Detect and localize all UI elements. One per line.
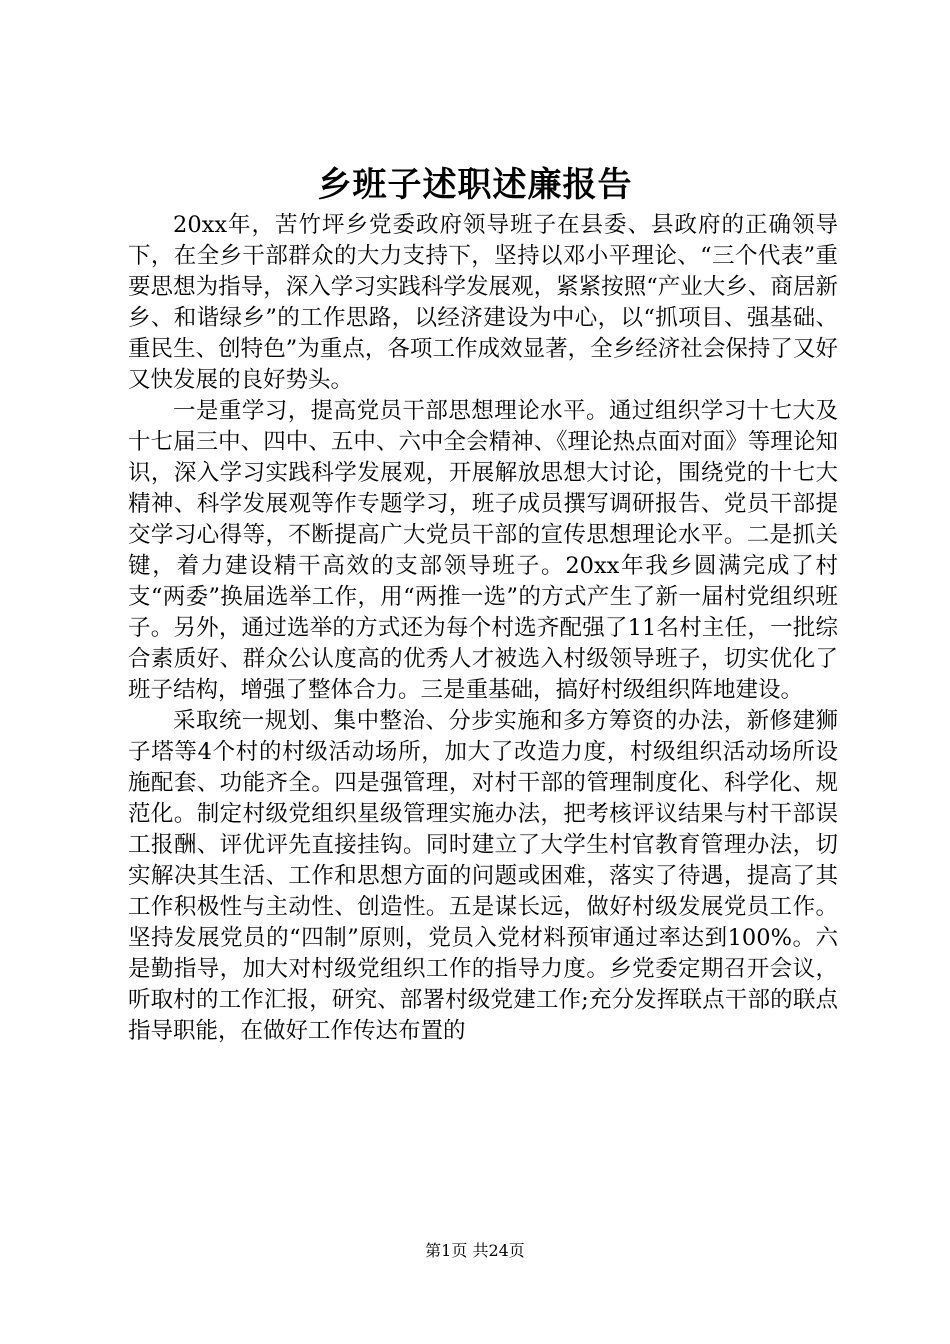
document-title: 乡班子述职述廉报告 <box>317 165 633 205</box>
document-body <box>128 210 838 1047</box>
paragraph-work-items: 一是重学习，提高党员干部思想理论水平。通过组织学习十七大及十七届三中、四中、五中、六中全会精神、《理论热点面对面》等理论知识，深入学习实践科学发展观，开展解放思想大讨论，围绕党的十七大精神、科学发展观等作专题学习，班子成员撰写调研报告、党员干部提交学习心得等，不断提高广大党员干部的宣传思想理论水平。二是抓关键，着力建设精干高效的支部领导班子。20xx年我乡圆满完成了村支“两委”换届选举工作，用“两推一选”的方式产生了新一届村党组织班子。另外，通过选举的方式还为每个村选齐配强了11名村主任，一批综合素质好、群众公认度高的优秀人才被选入村级领导班子，切实优化了班子结构，增强了整体合力。三是重基础，搞好村级组织阵地建设。 <box>128 398 838 703</box>
page-number: 第1页 共24页 <box>425 1241 525 1260</box>
paragraph-organization-building: 采取统一规划、集中整治、分步实施和多方筹资的办法，新修建狮子塔等4个村的村级活动场所，加大了改造力度，村级组织活动场所设施配套、功能齐全。四是强管理，对村干部的管理制度化、科学化、规范化。制定村级党组织星级管理实施办法，把考核评议结果与村干部误工报酬、评优评先直接挂钩。同时建立了大学生村官教育管理办法，切实解决其生活、工作和思想方面的问题或困难，落实了待遇，提高了其工作积极性与主动性、创造性。五是谋长远，做好村级发展党员工作。坚持发展党员的“四制”原则，党员入党材料预审通过率达到100%。六是勤指导，加大对村级党组织工作的指导力度。乡党委定期召开会议，听取村的工作汇报，研究、部署村级党建工作;充分发挥联点干部的联点指导职能，在做好工作传达布置的 <box>128 708 838 1044</box>
paragraph-intro: 20xx年，苦竹坪乡党委政府领导班子在县委、县政府的正确领导下，在全乡干部群众的大力支持下，坚持以邓小平理论、“三个代表”重要思想为指导，深入学习实践科学发展观，紧紧按照“产业大乡、商居新乡、和谐绿乡”的工作思路，以经济建设为中心，以“抓项目、强基础、重民生、创特色”为重点，各项工作成效显著，全乡经济社会保持了又好又快发展的良好势头。 <box>128 212 838 393</box>
page-footer <box>0 1239 950 1263</box>
